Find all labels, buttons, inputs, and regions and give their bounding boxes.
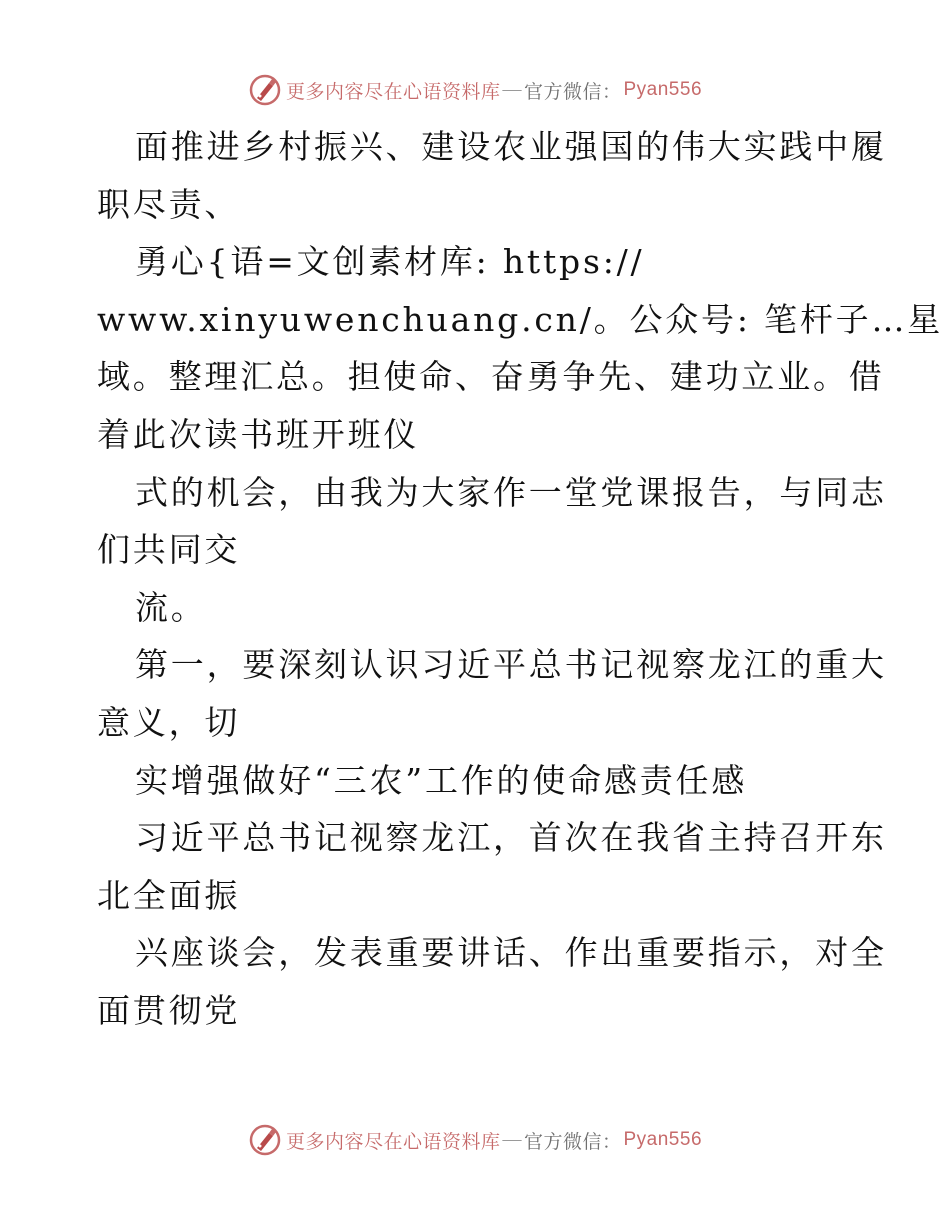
text-line: 面贯彻党: [97, 990, 241, 1030]
text-line: 流。: [135, 587, 207, 627]
text-line: 着此次读书班开班仪: [97, 414, 420, 454]
text-line: 意义，切: [97, 702, 241, 742]
text-line: www.xinyuwenchuang.cn/。公众号: 笔杆子…星: [97, 299, 944, 339]
text-line: 北全面振: [97, 875, 241, 915]
banner-site-text: 更多内容尽在心语资料库: [285, 1131, 501, 1153]
text-line: 面推进乡村振兴、建设农业强国的伟大实践中履: [135, 127, 887, 166]
banner-separator: —: [502, 79, 522, 100]
text-line: 职尽责、: [97, 184, 241, 224]
banner-wechat-label: 官方微信：: [523, 1131, 622, 1153]
text-line: 习近平总书记视察龙江，首次在我省主持召开东: [135, 818, 887, 858]
banner-wechat-label: 官方微信：: [523, 81, 622, 103]
text-line: 式的机会，由我为大家作一堂党课报告，与同志: [135, 472, 887, 512]
document-body: [97, 118, 944, 1040]
banner-wechat-account: Pyan556: [623, 1129, 703, 1150]
text-line: 兴座谈会，发表重要讲话、作出重要指示，对全: [135, 933, 887, 973]
banner-site-text: 更多内容尽在心语资料库: [285, 81, 501, 103]
text-line: 域。整理汇总。担使命、奋勇争先、建功立业。借: [97, 357, 885, 397]
text-line: 第一，要深刻认识习近平总书记视察龙江的重大: [135, 645, 887, 685]
footer-banner: [0, 1120, 950, 1160]
pen-logo-icon: [248, 73, 282, 107]
banner-wechat-account: Pyan556: [623, 79, 703, 100]
text-line: 实增强做好“三农”工作的使命感责任感: [135, 760, 748, 800]
header-banner: [0, 70, 950, 110]
banner-separator: —: [502, 1129, 522, 1150]
text-line: 们共同交: [97, 530, 241, 570]
text-line: 勇心{语=文创素材库: https://: [135, 242, 645, 282]
pen-logo-icon: [248, 1123, 282, 1157]
